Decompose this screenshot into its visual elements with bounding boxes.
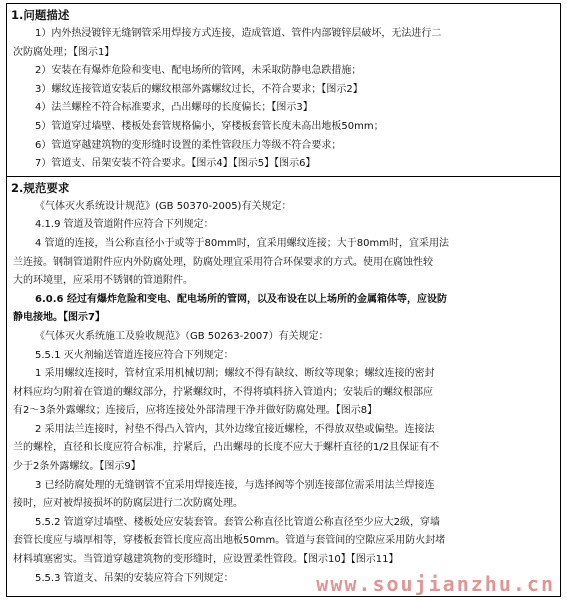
problem-line: 2）安装在有爆炸危险和变电、配电场所的管网，未采取防静电急跌措施；: [35, 65, 362, 77]
req-line: 2 采用法兰连接时，衬垫不得凸入管内，其外边缘宜接近螺栓，不得放双垫或偏垫。连接法: [35, 423, 435, 435]
req-line: 大的环境里，应采用不锈钢的管道附件。: [13, 275, 193, 287]
req-line: 3 已经防腐处理的无缝钢管不宜采用焊接连接，与选择阀等个别连接部位需采用法兰焊接连: [35, 479, 435, 491]
req-line: 有2～3条外露螺纹；连接后，应将连接处外部清理干净并做好防腐处理。【图示8】: [13, 405, 378, 417]
problem-line: 次防腐处理；【图示1】: [13, 46, 115, 58]
req-line: 套管长度应与墙厚相等，穿楼板套管长度应高出地板50mm。管道与套管间的空隙应采用防火封堵: [13, 535, 446, 547]
watermark: www.soujianzhu.cn: [316, 572, 555, 596]
problem-line: 4）法兰螺栓不符合标准要求，凸出螺母的长度偏长；【图示3】: [35, 102, 313, 114]
req-line: 静电接地。【图示7】: [13, 312, 105, 324]
problem-line: 1）内外热浸镀锌无缝钢管采用焊接方式连接，造成管道、管件内部镀锌层破坏，无法进行二: [35, 28, 442, 39]
req-line: 兰连接。钢制管道附件应内外防腐处理，防腐处理宜采用符合环保要求的方式。使用在腐蚀性较: [13, 256, 433, 268]
req-line: 6.0.6 经过有爆炸危险和变电、配电场所的管网，以及布设在以上场所的金属箱体等，应设防: [35, 293, 447, 305]
req-line: 材料填塞密实。当管道穿越建筑物的变形缝时，应设置柔性管段。【图示10】【图示11】: [13, 554, 399, 566]
problem-line: 7）管道支、吊架安装不符合要求。【图示4】【图示5】【图示6】: [35, 158, 316, 170]
problem-line: 6）管道穿越建筑物的变形缝时设置的柔性管段压力等级不符合要求；: [35, 139, 342, 151]
req-line: 5.5.2 管道穿过墙壁、楼板处应安装套管。套管公称直径比管道公称直径至少应大2级，穿墙: [35, 516, 440, 528]
requirements-section-title: 2.规范要求: [11, 180, 70, 195]
req-line: 兰的螺栓，直径和长度应符合标准，拧紧后，凸出螺母的长度不应大于螺杆直径的1/2且保证有不: [13, 442, 440, 454]
document-table: [6, 3, 561, 597]
problem-section: [7, 4, 560, 177]
req-line: 少于2条外露螺纹。【图示9】: [13, 461, 141, 473]
problem-section-title: 1.问题描述: [11, 8, 70, 22]
requirements-section-body: [7, 198, 560, 590]
problem-line: 3）螺纹连接管道安装后的螺纹根部外露螺纹过长，不符合要求；【图示2】: [35, 83, 363, 95]
req-line: 5.5.3 管道支、吊架的安装应符合下列规定：: [35, 572, 234, 584]
req-line: 4.1.9 管道及管道附件应符合下列规定：: [35, 219, 214, 231]
req-line: 5.5.1 灭火剂输送管道连接应符合下列规定：: [35, 349, 234, 361]
req-line: 4 管道的连接，当公称直径小于或等于80mm时，宜采用螺纹连接；大于80mm时，宜采用法: [35, 237, 449, 249]
req-line: 1 采用螺纹连接时，管材宜采用机械切割；螺纹不得有缺纹、断纹等现象；螺纹连接的密封: [35, 368, 435, 380]
problem-section-body: [7, 25, 560, 176]
req-line: 《气体灭火系统施工及验收规范》（GB 50263-2007）有关规定：: [35, 330, 329, 342]
req-line: 《气体灭火系统设计规范》(GB 50370-2005)有关规定：: [35, 200, 292, 212]
req-line: 材料应均匀附着在管道的螺纹部分，拧紧螺纹时，不得将填料挤入管道内；安装后的螺纹根部应: [13, 386, 433, 398]
problem-line: 5）管道穿过墙壁、楼板处套管规格偏小，穿楼板套管长度未高出地板50mm；: [35, 120, 384, 132]
req-line: 接时，应对被焊接损坏的防腐层进行二次防腐处理。: [13, 498, 243, 510]
requirements-section: [7, 177, 560, 590]
